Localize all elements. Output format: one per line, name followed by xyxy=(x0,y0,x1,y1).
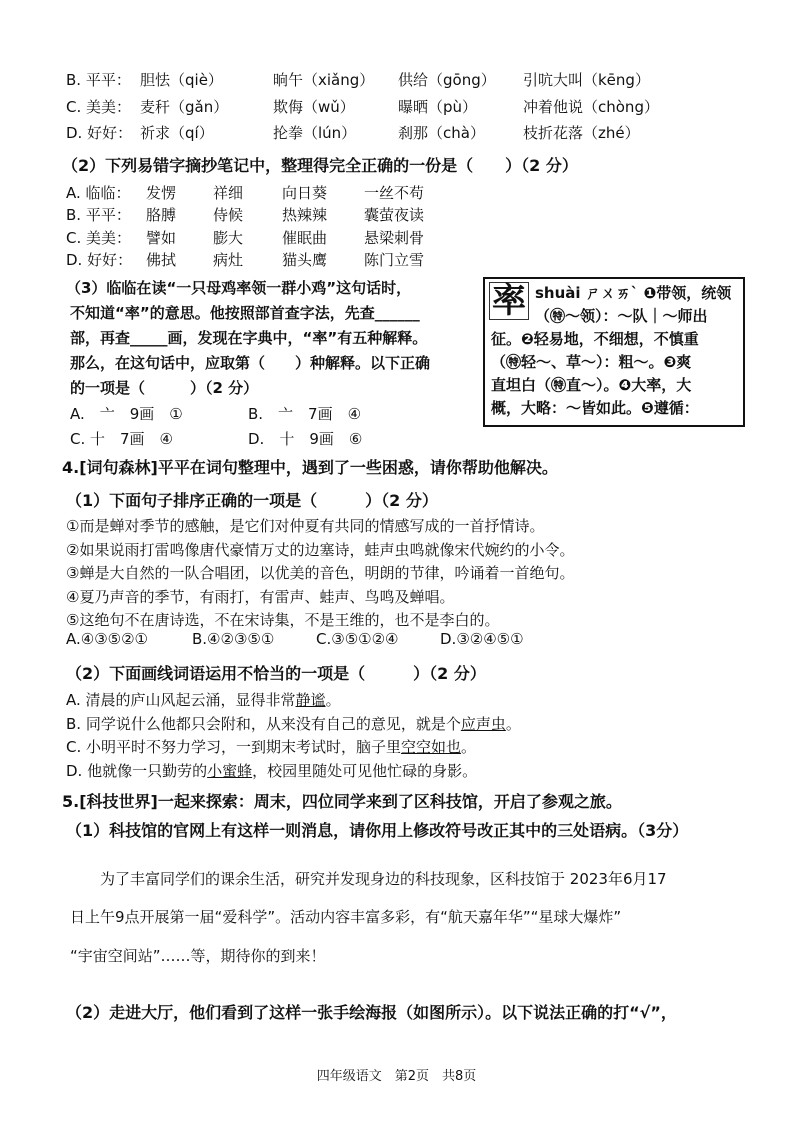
underline-option xyxy=(66,713,521,734)
option-text: C.③⑤①②④ xyxy=(316,630,399,648)
vocab-item: 刹那（chà） xyxy=(398,124,485,142)
vocab-item: 晌午（xiǎng） xyxy=(273,71,375,89)
vocab-item: 供给（gōng） xyxy=(398,71,496,89)
option-text: C. 小明平时不努力学习，一到期末考试时，脑子里 xyxy=(66,738,402,756)
word-item: 陈门立雪 xyxy=(364,251,425,269)
underlined-word: 小蜜蜂 xyxy=(207,761,253,780)
word-item: 譬如 xyxy=(146,229,177,247)
question-3-line: 的一项是（ ）（2 分） xyxy=(70,379,259,397)
underline-option xyxy=(66,689,341,710)
word-item: 膨大 xyxy=(213,229,244,247)
option-label: A. 临临： xyxy=(66,184,131,202)
sentence-item: ④夏乃声音的季节，有雨打，有雷声、蛙声、鸟鸣及蝉唱。 xyxy=(66,587,455,606)
question-5-1-title: （1）科技馆的官网上有这样一则消息，请你用上修改符号改正其中的三处语病。（3分） xyxy=(66,821,689,840)
question-3-line: （3）临临在读“一只母鸡率领一群小鸡”这句话时， xyxy=(66,279,412,297)
option-text: B. 亠 7画 ④ xyxy=(248,405,362,423)
word-item: 悬梁刺骨 xyxy=(364,229,425,247)
word-item: 胳膊 xyxy=(146,206,177,224)
word-item: 向日葵 xyxy=(282,184,328,202)
sentence-item: ③蝉是大自然的一队合唱团，以优美的音色，明朗的节律，吟诵着一首绝句。 xyxy=(66,564,575,582)
underline-option xyxy=(66,736,476,757)
notice-line: “宇宙空间站”……等，期待你的到来！ xyxy=(70,947,326,965)
question-3-line: 不知道“率”的意思。他按照部首查字法，先查______ xyxy=(70,304,420,322)
vocab-item: 欺侮（wǔ） xyxy=(273,98,355,116)
option-text: ，校园里随处可见他忙碌的身影。 xyxy=(252,761,478,780)
sentence-item: ⑤这绝句不在唐诗选，不在宋诗集，不是王维的，也不是李白的。 xyxy=(66,611,500,629)
option-text: A. 清晨的庐山风起云涌，显得非常 xyxy=(66,691,296,709)
option-text: D. 十 9画 ⑥ xyxy=(248,430,363,448)
word-item: 一丝不苟 xyxy=(364,184,425,202)
page-footer: 四年级语文 第2页 共8页 xyxy=(316,1069,477,1084)
dict-line: 概，大略：～皆如此。❺遵循： xyxy=(491,399,699,417)
word-item: 热辣辣 xyxy=(282,206,328,224)
dict-line: shuài ㄕㄨㄞˋ ❶带领，统领 xyxy=(535,284,732,302)
notice-line: 日上午9点开展第一届“爱科学”。活动内容丰富多彩，有“航天嘉年华”“星球大爆炸” xyxy=(70,908,622,926)
option-text: A.④③⑤②① xyxy=(66,630,149,648)
option-text: 。 xyxy=(505,714,521,733)
underlined-word: 空空如也 xyxy=(401,738,462,756)
question-3-line: 部，再查_____画，发现在字典中，“率”有五种解释。 xyxy=(70,329,428,347)
dictionary-entry-box xyxy=(483,277,745,427)
word-item: 祥细 xyxy=(213,184,244,202)
option-label: C. 美美： xyxy=(66,229,132,247)
question-2-title: （2）下列易错字摘抄笔记中，整理得完全正确的一份是（ ）（2 分） xyxy=(62,156,578,175)
option-label: B. 平平： xyxy=(66,71,131,89)
option-label: C. 美美： xyxy=(66,98,132,116)
word-item: 侍候 xyxy=(213,206,244,224)
option-label: B. 平平： xyxy=(66,206,131,224)
word-item: 猫头鹰 xyxy=(282,251,328,269)
word-item: 囊萤夜读 xyxy=(364,206,425,224)
option-text: D.③②④⑤① xyxy=(440,630,524,648)
underlined-word: 静谧 xyxy=(295,691,326,709)
vocab-item: 麦秆（gǎn） xyxy=(140,98,229,116)
dict-line: 直坦白（㊕直～）。❹大率，大 xyxy=(491,376,692,394)
vocab-item: 祈求（qí） xyxy=(140,124,214,142)
dict-line: （㊕～领）：～队｜～师出 xyxy=(535,307,708,325)
option-label: D. 好好： xyxy=(66,251,133,269)
notice-line: 为了丰富同学们的课余生活，研究并发现身边的科技现象，区科技馆于 2023年6月17 xyxy=(100,870,667,888)
question-4-1-title: （1）下面句子排序正确的一项是（ ）（2 分） xyxy=(66,491,438,510)
option-text: C. 十 7画 ④ xyxy=(70,430,174,448)
underlined-word: 应声虫 xyxy=(460,714,506,733)
word-item: 病灶 xyxy=(213,251,244,269)
vocab-item: 枝折花落（zhé） xyxy=(523,124,640,142)
vocab-item: 曝晒（pù） xyxy=(398,98,478,116)
option-text: D. 他就像一只勤劳的 xyxy=(66,761,208,780)
option-text: 。 xyxy=(325,691,341,709)
dict-line: （㊕轻～、草～）：粗～。❸爽 xyxy=(491,353,692,371)
vocab-item: 冲着他说（chòng） xyxy=(523,98,659,116)
dictionary-char: 率 xyxy=(489,282,529,320)
sentence-item: ②如果说雨打雷鸣像唐代豪情万丈的边塞诗，蛙声虫鸣就像宋代婉约的小令。 xyxy=(66,540,575,559)
question-5-2-title: （2）走进大厅，他们看到了这样一张手绘海报（如图所示）。以下说法正确的打“√”， xyxy=(66,1003,677,1022)
option-text: B.④②③⑤① xyxy=(192,630,275,648)
vocab-item: 引吭大叫（kēng） xyxy=(523,71,650,89)
sentence-item: ①而是蝉对季节的感触，是它们对仲夏有共同的情感写成的一首抒情诗。 xyxy=(66,517,545,535)
option-label: D. 好好： xyxy=(66,124,133,142)
question-5-title: 5.[科技世界]一起来探索：周末，四位同学来到了区科技馆，开启了参观之旅。 xyxy=(62,792,622,811)
question-4-2-title: （2）下面画线词语运用不恰当的一项是（ ）（2 分） xyxy=(66,664,486,683)
vocab-item: 抡拳（lún） xyxy=(273,124,357,142)
option-text: 。 xyxy=(461,738,477,756)
dict-line: 征。❷轻易地，不细想，不慎重 xyxy=(491,330,699,348)
underline-option xyxy=(66,760,477,781)
option-text: B. 同学说什么他都只会附和，从来没有自己的意见，就是个 xyxy=(66,714,461,733)
question-3-line: 那么，在这句话中，应取第（ ）种解释。以下正确 xyxy=(70,354,431,372)
option-text: A. 亠 9画 ① xyxy=(70,405,183,423)
word-item: 催眠曲 xyxy=(282,229,328,247)
word-item: 佛拭 xyxy=(146,251,177,269)
question-4-title: 4.[词句森林]平平在词句整理中，遇到了一些困惑，请你帮助他解决。 xyxy=(62,458,558,477)
word-item: 发愣 xyxy=(146,184,177,202)
vocab-item: 胆怯（qiè） xyxy=(140,71,223,89)
